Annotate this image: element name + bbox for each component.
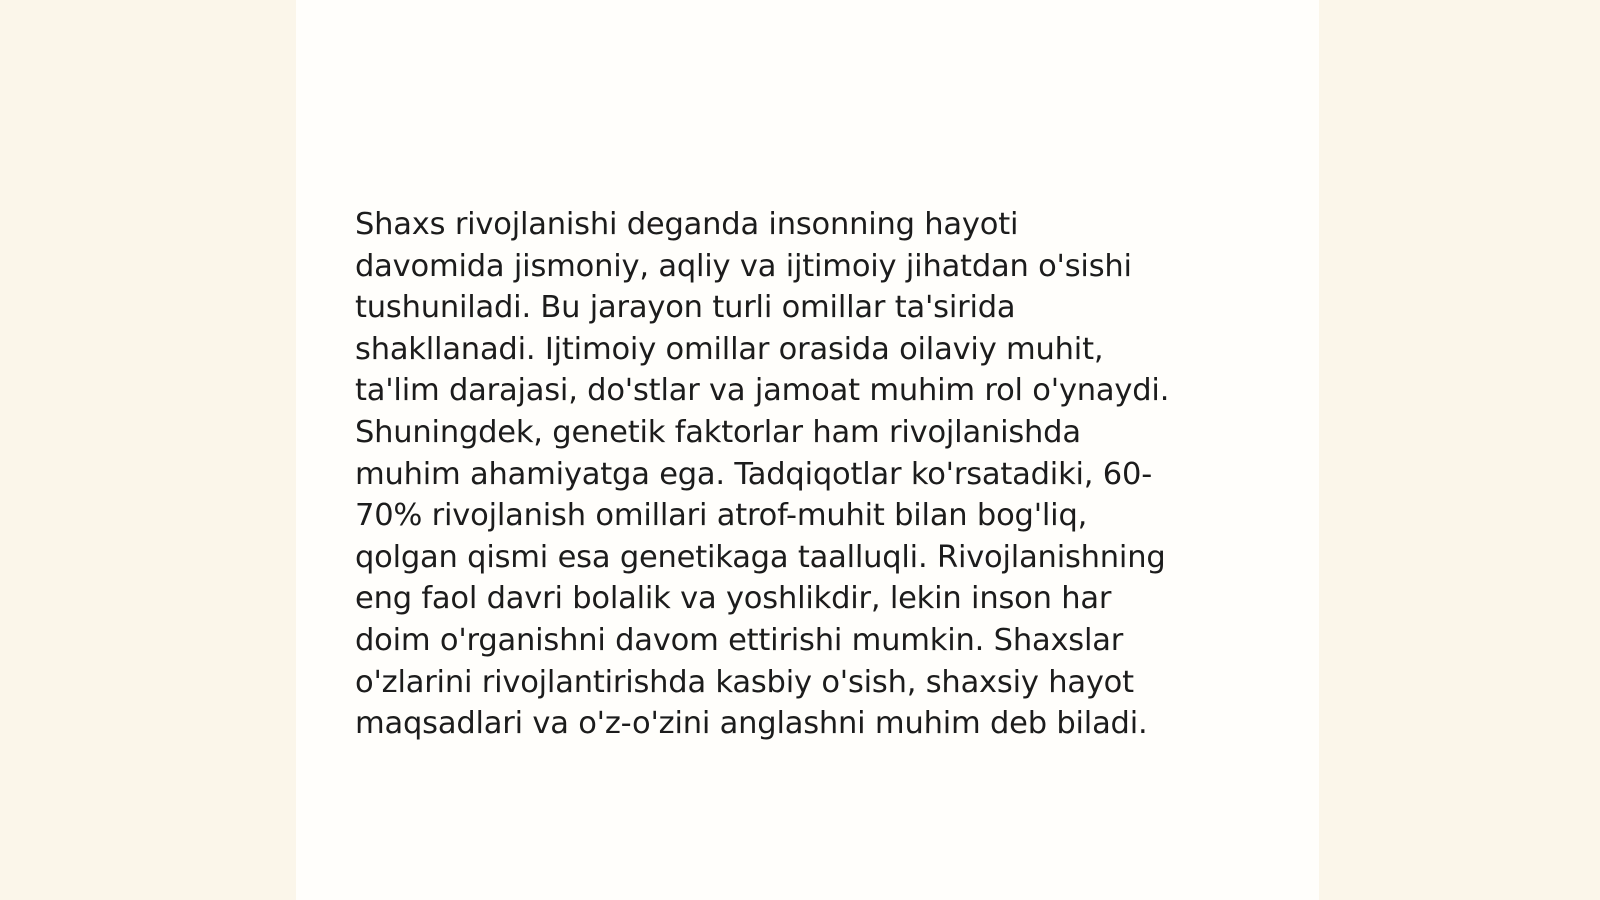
text-line: shakllanadi. Ijtimoiy omillar orasida oilaviy muhit,	[355, 331, 1104, 367]
body-paragraph	[355, 204, 1260, 745]
text-line: maqsadlari va o'z-o'zini anglashni muhim deb biladi.	[355, 706, 1148, 742]
document-page	[296, 0, 1319, 900]
text-line: doim o'rganishni davom ettirishi mumkin. Shaxslar	[355, 622, 1124, 658]
text-line: tushuniladi. Bu jarayon turli omillar ta'sirida	[355, 290, 1016, 326]
text-line: eng faol davri bolalik va yoshlikdir, lekin inson har	[355, 581, 1112, 617]
text-line: 70% rivojlanish omillari atrof-muhit bilan bog'liq,	[355, 498, 1088, 534]
text-line: Shuningdek, genetik faktorlar ham rivojlanishda	[355, 414, 1081, 450]
text-line: muhim ahamiyatga ega. Tadqiqotlar ko'rsatadiki, 60-	[355, 456, 1153, 492]
text-line: davomida jismoniy, aqliy va ijtimoiy jihatdan o'sishi	[355, 248, 1132, 284]
text-line: o'zlarini rivojlantirishda kasbiy o'sish, shaxsiy hayot	[355, 664, 1134, 700]
text-line: Shaxs rivojlanishi deganda insonning hayoti	[355, 207, 1019, 242]
text-line: qolgan qismi esa genetikaga taalluqli. Rivojlanishning	[355, 539, 1166, 575]
text-line: ta'lim darajasi, do'stlar va jamoat muhim rol o'ynaydi.	[355, 373, 1170, 409]
